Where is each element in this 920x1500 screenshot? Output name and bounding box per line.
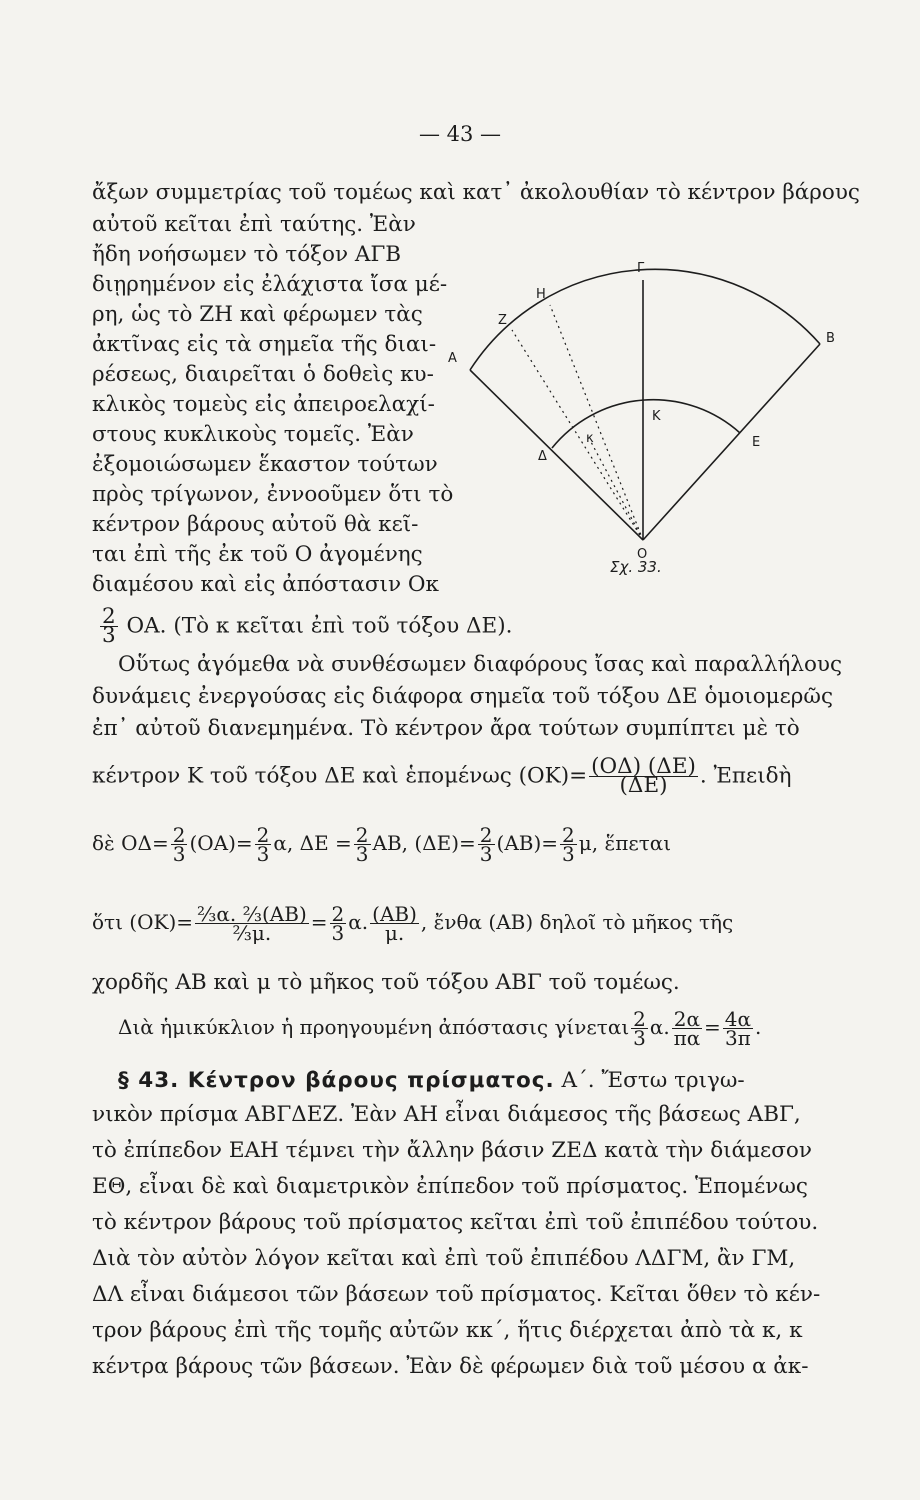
figure-33 <box>440 250 840 590</box>
text-line: κέντρον βάρους αὐτοῦ θὰ κεῖ- <box>92 512 419 537</box>
text-line: τὸ κέντρον βάρους τοῦ πρίσματος κεῖται ἐπὶ τοῦ ἐπιπέδου τούτου. <box>92 1210 819 1235</box>
label-K: Κ <box>652 409 661 424</box>
text-line: αὐτοῦ κεῖται ἐπὶ ταύτης. Ἐὰν <box>92 212 416 237</box>
inner-arc-DE <box>552 400 740 448</box>
outer-arc <box>470 269 820 370</box>
label-k: κ <box>586 431 594 446</box>
radius-OZ <box>512 330 643 540</box>
label-E: Ε <box>752 435 761 450</box>
label-Z: Ζ <box>498 313 507 328</box>
radius-OB <box>643 344 820 540</box>
label-G: Γ <box>637 261 645 276</box>
text-line: ἄξων συμμετρίας τοῦ τομέως καὶ κατ᾽ ἀκολουθίαν τὸ κέντρον βάρους <box>92 180 860 205</box>
page-number: — 43 — <box>418 122 502 146</box>
text-line: ΔΛ εἶναι διάμεσοι τῶν βάσεων τοῦ πρίσματος. Κεῖται ὅθεν τὸ κέν- <box>92 1282 821 1307</box>
text-line: ἐπ᾽ αὐτοῦ διανεμημένα. Τὸ κέντρον ἄρα τούτων συμπίπτει μὲ τὸ <box>92 716 800 741</box>
fraction-line <box>98 604 513 648</box>
fraction: $\frac{(O\Delta) (\Delta E)}{(\Delta E)}$ <box>591 754 696 798</box>
fraction: $\frac{2}{3}$ <box>102 604 116 648</box>
radius-OH <box>550 305 643 540</box>
text-line: ἀκτῖνας εἰς τὰ σημεῖα τῆς διαι- <box>92 332 437 357</box>
text-line: Διὰ τὸν αὐτὸν λόγον κεῖται καὶ ἐπὶ τοῦ ἐπιπέδου ΛΔΓΜ, ἂν ΓΜ, <box>92 1246 796 1271</box>
text-line: ἤδη νοήσωμεν τὸ τόξον ΑΓΒ <box>92 242 402 267</box>
text-line: ρη, ὡς τὸ ΖΗ καὶ φέρωμεν τὰς <box>92 302 423 327</box>
label-O: Ο <box>637 547 648 562</box>
text-line: νικὸν πρίσμα ΑΒΓΔΕΖ. Ἐὰν ΑΗ εἶναι διάμεσος τῆς βάσεως ΑΒΓ, <box>92 1102 801 1127</box>
text-line: δυνάμεις ἐνεργούσας εἰς διάφορα σημεῖα τοῦ τόξου ΔΕ ὁμοιομερῶς <box>92 684 834 709</box>
section-heading: § 43. Κέντρον βάρους πρίσματος. <box>118 1068 555 1093</box>
text-line: διῃρημένον εἰς ἐλάχιστα ἴσα μέ- <box>92 272 448 297</box>
text-line: διαμέσου καὶ εἰς ἀπόστασιν Οκ <box>92 572 439 597</box>
figure-caption: Σχ. 33. <box>610 558 662 576</box>
equation-2: δὲ ΟΔ= $\frac{2}{3}$ (ΟΑ)= $\frac{2}{3}$ α, ΔΕ = $\frac{2}{3}$ ΑΒ, (ΔΕ)= $\frac{2}{3}$ (ΑΒ)= $\frac{2}{3}$ μ, ἕπεται <box>92 823 672 866</box>
text-line: στους κυκλικοὺς τομεῖς. Ἐὰν <box>92 422 414 447</box>
radius-OA <box>470 370 643 540</box>
equation-4: Διὰ ἡμικύκλιον ἡ προηγουμένη ἀπόστασις γίνεται $\frac{2}{3}$ α. $\frac{2\alpha}{\pi\alpha}$ = $\frac{4\alpha}{3\pi}$ . <box>118 1007 762 1050</box>
section-heading-line: § 43. Κέντρον βάρους πρίσματος. Α΄. Ἔστω τριγω- <box>118 1068 745 1093</box>
text-line: τρον βάρους ἐπὶ τῆς τομῆς αὐτῶν κκ΄, ἥτις διέρχεται ἀπὸ τὰ κ, κ <box>92 1318 803 1343</box>
text-line: κλικὸς τομεὺς εἰς ἀπειροελαχί- <box>92 392 435 417</box>
text-line: Οὕτως ἀγόμεθα νὰ συνθέσωμεν διαφόρους ἴσας καὶ παραλλήλους <box>118 652 843 677</box>
label-H: Η <box>536 287 546 302</box>
text-line: πρὸς τρίγωνον, ἐννοοῦμεν ὅτι τὸ <box>92 482 454 507</box>
label-A: Α <box>448 351 457 366</box>
text-line: ἐξομοιώσωμεν ἕκαστον τούτων <box>92 452 438 477</box>
text-line: ΕΘ, εἶναι δὲ καὶ διαμετρικὸν ἐπίπεδον τοῦ πρίσματος. Ἑπομένως <box>92 1174 808 1199</box>
fraction-line-text: ΟΑ. (Τὸ κ κεῖται ἐπὶ τοῦ τόξου ΔΕ). <box>126 613 513 639</box>
text-line: τὸ ἐπίπεδον ΕΑΗ τέμνει τὴν ἄλλην βάσιν ΖΕΔ κατὰ τὴν διάμεσον <box>92 1138 812 1163</box>
label-D: Δ <box>538 449 547 464</box>
text-line: χορδῆς ΑΒ καὶ μ τὸ μῆκος τοῦ τόξου ΑΒΓ τοῦ τομέως. <box>92 970 680 995</box>
text-line: ρέσεως, διαιρεῖται ὁ δοθεὶς κυ- <box>92 362 434 387</box>
median-Ok <box>590 440 643 540</box>
text-line: ται ἐπὶ τῆς ἐκ τοῦ Ο ἀγομένης <box>92 542 423 567</box>
label-B: Β <box>826 331 835 346</box>
equation-1: κέντρον Κ τοῦ τόξου ΔΕ καὶ ἑπομένως (ΟΚ)= $\frac{(O\Delta) (\Delta E)}{(\Delta E)}$ . Ἐπειδὴ <box>92 754 792 798</box>
text-line: κέντρα βάρους τῶν βάσεων. Ἐὰν δὲ φέρωμεν διὰ τοῦ μέσου α ἀκ- <box>92 1354 809 1379</box>
equation-3: ὅτι (ΟΚ)= $\frac{\text{⅔α. ⅔(ΑΒ)}}{\text{⅔μ.}}$ = $\frac{2}{3}$ α. $\frac{(AB)}{\mu.}$ , ἔνθα (ΑΒ) δηλοῖ τὸ μῆκος τῆς <box>92 902 734 945</box>
